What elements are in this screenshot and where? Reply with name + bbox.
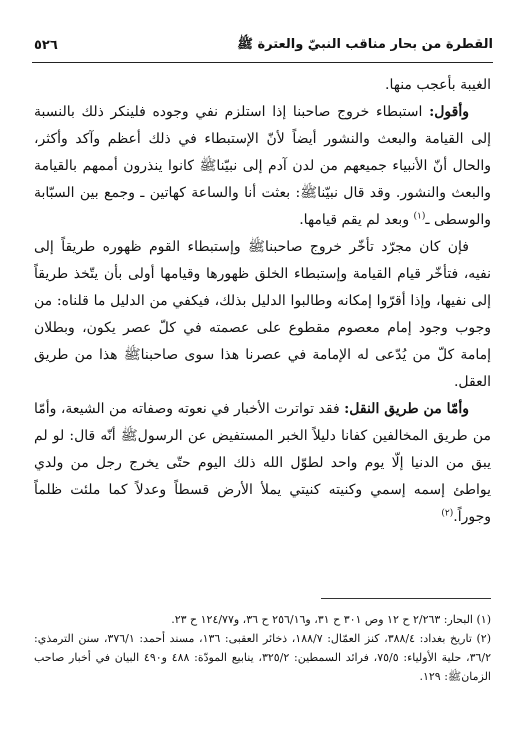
footnote-2: (٢) تاريخ بغداد: ٣٨٨/٤، كنز العمّال: ١٨٨/٧، ذخائر العقبى: ١٣٦، مسند أحمد: ٣٧٦/١، سنن الترمذي: ٣٦/٢، حلية الأولياء: ٧٥/٥، فرائد السمطين: ٣٢٥/٢، ينابيع المودّة: ٤٨٨ و٤٩٠ البيان في أخبار صاحب الزمانﷺ: ١٢٩. [34, 632, 492, 683]
footnote-ref-2: (٢) [441, 508, 454, 519]
page-header [34, 34, 493, 56]
paragraph-4-text: فقد تواترت الأخبار في نعوته وصفاته من الشيعة، وأمّا من طريق المخالفين كفانا دليلاً الخبر المستفيض عن الرسولﷺ أنّه قال: لو لم يبق من الدنيا إلّا يوم واحد لطوّل الله ذلك اليوم حتّى يخرج رجل من ولدي يواطئ إسمه إسمي وكنيته كنيتي يملأ الأرض قسطاً وعدلاً كما ملئت ظلماً وجوراً. [34, 401, 491, 525]
paragraph-1 [34, 72, 491, 99]
footnotes [34, 610, 491, 686]
footnote-ref-1: (١) [413, 211, 426, 222]
paragraph-1-text: الغيبة بأعجب منها. [385, 77, 491, 93]
main-text [34, 72, 491, 531]
page-number: ٥٢٦ [34, 37, 58, 53]
paragraph-4 [34, 396, 491, 531]
footnote-rule [321, 598, 491, 599]
paragraph-4-lead: وأمّا من طريق النقل: [344, 401, 469, 417]
paragraph-3-text: فإن كان مجرّد تأخّر خروج صاحبناﷺ وإستبطاء القوم ظهوره طريقاً إلى نفيه، فتأخّر قيام القيامة وإستبطاء الخلق ظهورها وقيامها أولى بأن يتّخذ طريقاً إلى نفيها، وإذا أقرّوا إمكانه وطالبوا الدليل بذلك، فيكفي من الدليل ما قلناه: من وجوب وجود إمام معصوم مقطوع على عصمته في كلّ عصر يكون، وبطلان إمامة كلّ من يُدّعى له الإمامة في عصرنا هذا سوى صاحبناﷺ هذا من طريق العقل. [34, 239, 491, 390]
paragraph-2-text: استبطاء خروج صاحبنا إذا استلزم نفي وجوده فلينكر ذلك بالنسبة إلى القيامة والبعث والنشور أيضاً لأنّ الإستبطاء في ذلك أعظم وآكد وأكثر، والحال أنّ الأنبياء جميعهم من لدن آدم إلى نبيّناﷺ كانوا ينذرون أممهم بالقيامة والبعث والنشور. وقد قال نبيّناﷺ: بعثت أنا والساعة كهاتين ـ وجمع بين السبّابة والوسطى ـ [34, 104, 491, 228]
paragraph-2-lead: وأقول: [429, 104, 469, 120]
paragraph-2 [34, 99, 491, 234]
running-title: القطرة من بحار مناقب النبيّ والعترة ﷺ [237, 36, 493, 52]
header-rule [32, 62, 493, 63]
footnote-1: (١) البحار: ٢/٢٦٣ ح ١٢ وص ٣٠١ ح ٣١، و٢٥٦/١٦ ح ٣٦، و١٢٤/٧٧ ح ٢٣. [171, 613, 491, 626]
paragraph-3 [34, 234, 491, 396]
paragraph-2-tail: وبعد لم يقم قيامها. [299, 212, 414, 228]
